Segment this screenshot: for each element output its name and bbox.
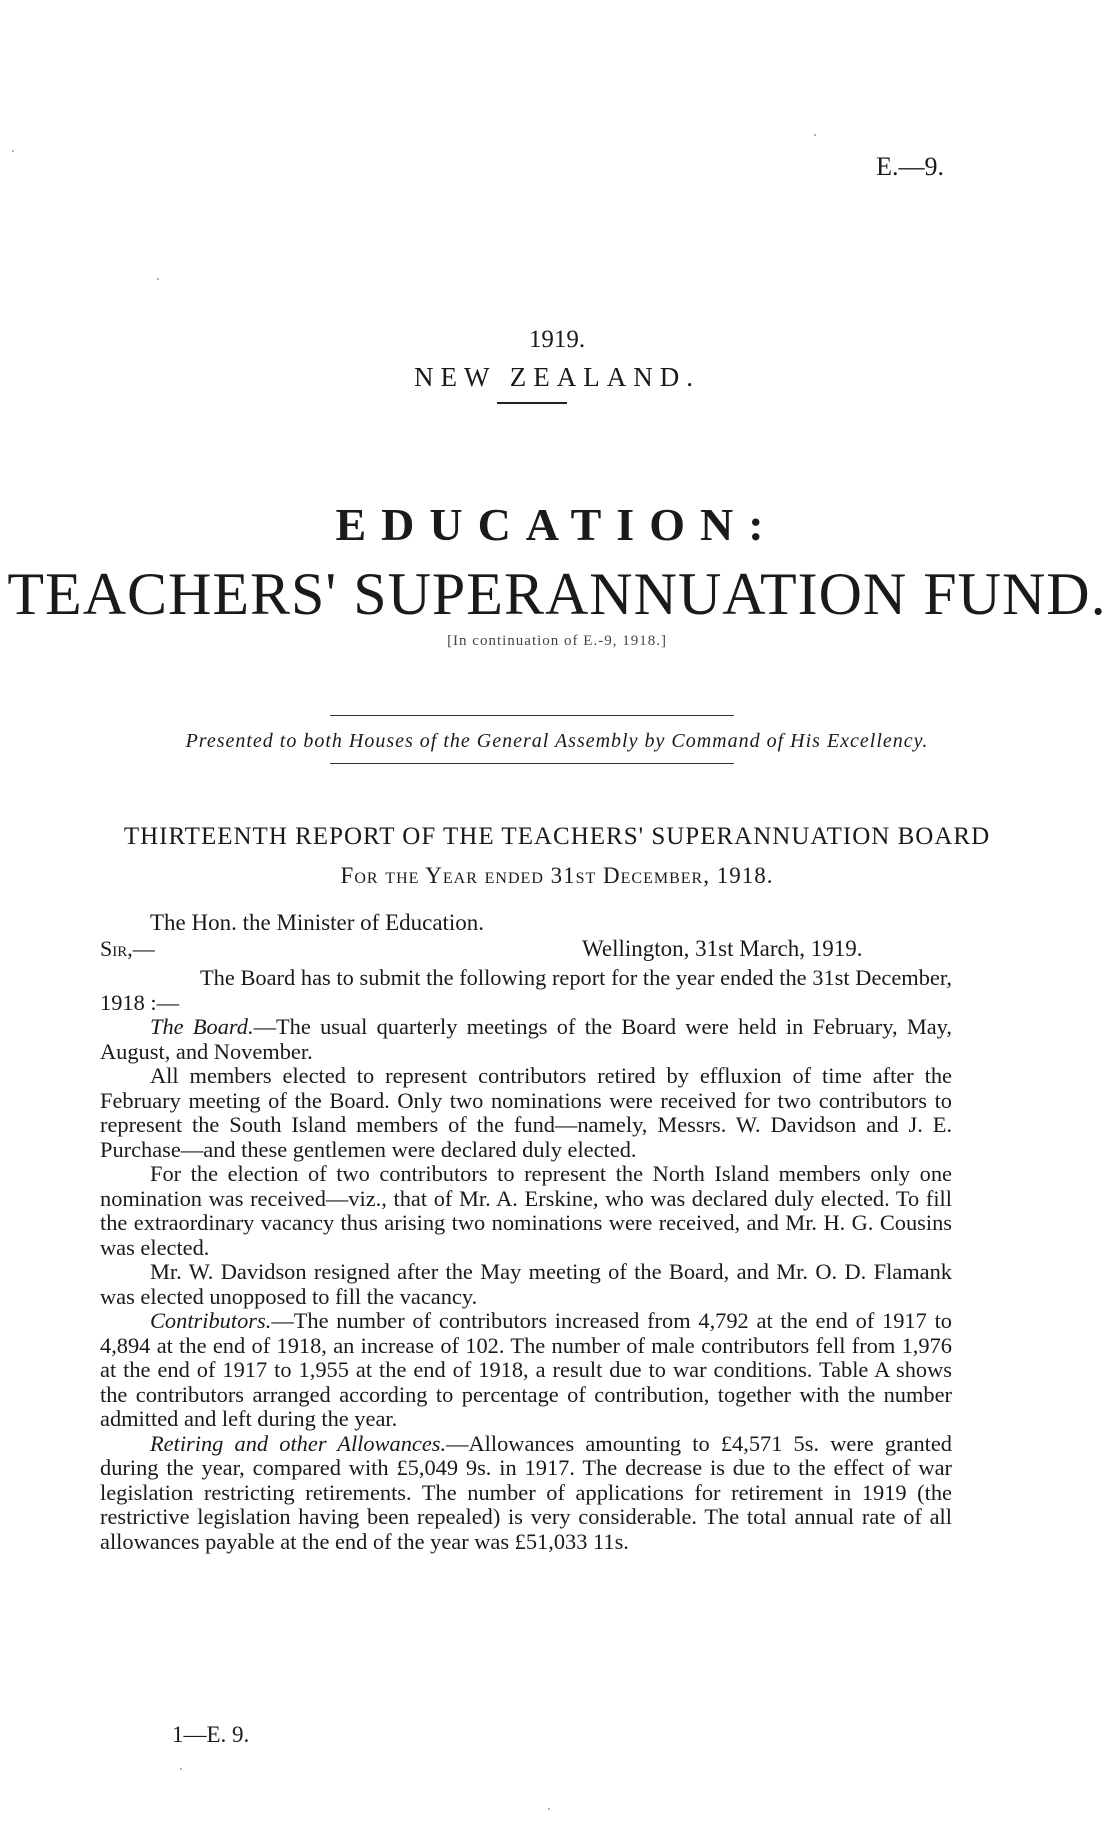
- paragraph: [100, 1015, 952, 1064]
- document-title: TEACHERS' SUPERANNUATION FUND.: [7, 561, 1107, 627]
- scan-speck: [180, 1768, 182, 1770]
- paragraph-text: —The number of contributors increased from 4,792 at the end of 1917 to 4,894 at the end of 1918, an increase of 102. The number of male contributors fell from 1,976 at the end of 1917 to 1,955 at the end of 1918, a result due to war conditions. Table A shows the contributors arranged according to percentage of contribution, together with the number admitted and left during the year.: [100, 1308, 952, 1431]
- sheet-reference: 1—E. 9.: [172, 1722, 250, 1747]
- report-title: THIRTEENTH REPORT OF THE TEACHERS' SUPERANNUATION BOARD: [123, 823, 991, 850]
- divider-rule: [330, 715, 734, 716]
- divider-rule: [497, 402, 567, 404]
- country-heading: NEW ZEALAND.: [414, 362, 700, 392]
- scan-speck: [814, 134, 816, 136]
- scan-speck: [548, 1808, 550, 1810]
- subject-heading: EDUCATION:: [335, 499, 779, 550]
- paragraph-heading: The Board.: [150, 1014, 254, 1039]
- paragraph: Mr. W. Davidson resigned after the May meeting of the Board, and Mr. O. D. Flamank was elected unopposed to fill the vacancy.: [100, 1259, 952, 1309]
- scan-speck: [157, 278, 159, 280]
- paragraph: For the election of two contributors to represent the North Island members only one nomination was received—viz., that of Mr. A. Erskine, who was declared duly elected. To fill the extraordinary vacancy thus arising two nominations were received, and Mr. H. G. Cousins was elected.: [100, 1161, 952, 1260]
- paragraph-heading: Contributors.: [150, 1308, 272, 1333]
- report-body: [100, 966, 952, 1554]
- letter-salutation: Sir,—: [100, 936, 155, 961]
- report-subtitle: For the Year ended 31st December, 1918.: [340, 863, 774, 888]
- continuation-note: [In continuation of E.-9, 1918.]: [447, 633, 667, 649]
- paragraph: [100, 1432, 952, 1555]
- letter-addressee: The Hon. the Minister of Education.: [150, 910, 485, 935]
- paragraph: The Board has to submit the following report for the year ended the 31st December, 1918 :—: [100, 965, 952, 1015]
- paragraph: All members elected to represent contributors retired by effluxion of time after the February meeting of the Board. Only two nominations were received for two contributors to represent the South Island members of the fund—namely, Messrs. W. Davidson and J. E. Purchase—and these gentlemen were declared duly elected.: [100, 1063, 952, 1162]
- publication-year: 1919.: [528, 326, 586, 353]
- presentation-note: Presented to both Houses of the General Assembly by Command of His Excellency.: [185, 730, 929, 752]
- paragraph: [100, 1309, 952, 1432]
- scan-speck: [12, 150, 14, 152]
- letter-dateline: Wellington, 31st March, 1919.: [582, 936, 863, 961]
- divider-rule: [330, 763, 734, 764]
- page-reference: E.—9.: [876, 152, 944, 181]
- paragraph-text: —The usual quarterly meetings of the Board were held in February, May, August, and November.: [100, 1014, 952, 1064]
- paragraph-heading: Retiring and other Allowances.: [150, 1430, 447, 1456]
- paragraph-text: —Allowances amounting to £4,571 5s. were granted during the year, compared with £5,049 9s. in 1917. The decrease is due to the effect of war legislation restricting retirements. The number of applications for retirement in 1919 (the restrictive legislation having been repealed) is very considerable. The total annual rate of all allowances payable at the end of the year was £51,033 11s.: [100, 1430, 952, 1554]
